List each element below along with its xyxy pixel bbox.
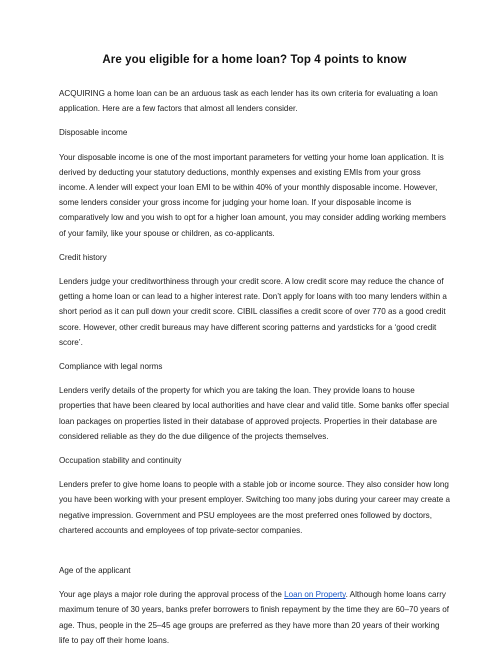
intro-paragraph: ACQUIRING a home loan can be an arduous task as each lender has its own criteria for evaluating a loan application. Here are a few factors that almost all lenders consider.: [59, 89, 438, 114]
section-heading-credit-history: Credit history: [59, 252, 107, 262]
section-body-disposable-income: Your disposable income is one of the most important parameters for vetting your home loan application. It is derived by deducting your statutory deductions, monthly expenses and existing EMIs from your gross income. A lender will expect your loan EMI to be within 40% of your monthly disposable income. However, some lenders consider your gross income for judging your home loan. If your disposable income is comparatively low and you wish to opt for a higher loan amount, you may consider adding working members of your family, like your spouse or children, as co-applicants.: [59, 152, 446, 238]
section-heading-occupation: Occupation stability and continuity: [59, 456, 182, 466]
age-body-after-link: . Although home loans carry maximum tenure of 30 years, banks prefer borrowers to finish repayment by the time they are 60–70 years of age. Thus, people in the 25–45 age groups are preferred as they have more than 20 years of their working life to pay off their home loans.: [59, 590, 450, 645]
age-body-before-link: Your age plays a major role during the approval process of the: [59, 590, 285, 600]
section-heading-age: Age of the applicant: [59, 566, 131, 576]
section-body-age: [59, 587, 450, 648]
section-body-legal-norms: Lenders verify details of the property for which you are taking the loan. They provide loans to house properties that have been cleared by local authorities and have clear and valid title. Some banks offer special loan packages on properties listed in their database of approved projects. Properties in their database are considered reliable as they do the due diligence of the projects themselves.: [59, 386, 449, 441]
section-body-occupation: Lenders prefer to give home loans to people with a stable job or income source. They also consider how long you have been working with your present employer. Switching too many jobs during your career may create a negative impression. Government and PSU employees are the most preferred ones followed by doctors, chartered accounts and employees of top private-sector companies.: [59, 480, 450, 535]
section-body-credit-history: Lenders judge your creditworthiness through your credit score. A low credit score may reduce the chance of getting a home loan or can lead to a higher interest rate. Don’t apply for loans with too many lenders within a short period as it can pull down your credit score. CIBIL classifies a credit score of over 770 as a good credit score. However, other credit bureaus may have different scoring patterns and yardsticks for a ‘good credit score’.: [59, 277, 447, 347]
loan-on-property-link[interactable]: Loan on Property: [284, 590, 346, 600]
document-title: Are you eligible for a home loan? Top 4 points to know: [102, 54, 407, 66]
section-heading-legal-norms: Compliance with legal norms: [59, 362, 163, 372]
section-heading-disposable-income: Disposable income: [59, 128, 128, 138]
